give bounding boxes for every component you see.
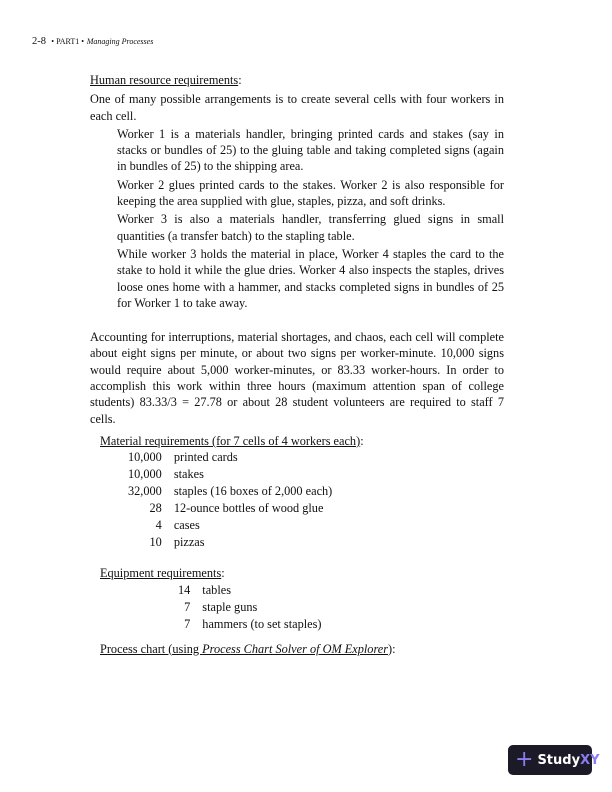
table-row: [178, 599, 321, 616]
studyxy-logo[interactable]: [508, 745, 600, 775]
qty: 14: [178, 582, 191, 597]
item: printed cards: [173, 450, 238, 465]
item: staples (16 boxes of 2,000 each): [173, 484, 333, 499]
qty: 10: [149, 535, 162, 550]
hr-heading: Human resource requirements: [90, 73, 239, 87]
process-tool: Process Chart Solver of OM Explorer: [202, 641, 389, 656]
item: tables: [202, 582, 231, 597]
material-table: [128, 449, 332, 551]
table-row: [178, 616, 321, 633]
worker-3: Worker 3 is also a materials handler, transferring glued signs in small quantities (a transfer batch) to the stapling table.: [117, 212, 504, 243]
accounting-paragraph: Accounting for interruptions, material shortages, and chaos, each cell will complete about eight signs per minute, or about two signs per worker-minute. 10,000 signs would require about 5,000 worker-minutes, or 83.33 worker-hours. In order to accomplish this work within three hours (maximum attention span of college students) 83.33/3 = 27.78 or about 28 student volunteers are required to staff 7 cells.: [90, 330, 504, 426]
logo-text-accent: XY: [580, 752, 600, 768]
table-row: [128, 534, 332, 551]
table-row: [128, 500, 332, 517]
body: Human resource requirements: One of many possible arrangements is to create several cells with four workers in each cell. Worker 1 is a materials handler, bringing printed cards and stakes (say in stacks or bundles of 25) to the gluing table and taking completed signs (again in bundles of 25) to the shipping area. Worker 2 glues printed cards to the stakes. Worker 2 is also responsible for keeping the area supplied with glue, staples, pizza, and soft drinks. Worker 3 is also a materials handler, transferring glued signs in small quantities (a transfer batch) to the stapling table. While worker 3 holds the material in place, Worker 4 staples the card to the stake to hold it while the glue dries. Worker 4 also inspects the staples, drives loose ones home with a hammer, and stacks completed signs in bundles of 25 for Worker 1 to take away. Accounting for interruptions, material shortages, and chaos, each cell will complete about eight signs per minute, or about two signs per worker-minute. 10,000 signs would require about 5,000 worker-minutes, or 83.33 worker-hours. In order to accomplish this work within three hours (maximum attention span of college students) 83.33/3 = 27.78 or about 28 student volunteers are required to staff 7 cells. Material requirements (for 7 cells of 4 workers each): 10,000 printed cards 10,000 stakes 32,000 staples (16 boxes of 2,000 each) 28 12-ounce bottles of wood glue 4 cases 10 pizzas Equipment requirements: 14 tables 7 staple guns 7 hammers (to set staples) Process chart (using Process Chart Solver of OM Explorer):: [90, 73, 504, 656]
worker-4: While worker 3 holds the material in place, Worker 4 staples the card to the stake to hold it while the glue dries. Worker 4 also inspects the staples, drives loose ones home with a hammer, and stacks completed signs in bundles of 25 for Worker 1 to take away.: [117, 246, 504, 310]
equipment-table: [178, 582, 321, 633]
qty: 7: [184, 616, 191, 631]
material-heading: Material requirements (for 7 cells of 4 workers each): [100, 433, 361, 448]
equipment-heading: Equipment requirements: [100, 566, 222, 581]
process-heading: [100, 642, 388, 656]
table-row: [128, 517, 332, 534]
page-number: 2-8: [32, 36, 46, 47]
worker-2: Worker 2 glues printed cards to the stakes. Worker 2 is also responsible for keeping the area supplied with glue, staples, pizza, and soft drinks.: [117, 177, 504, 209]
item: cases: [173, 518, 200, 533]
chapter-title: Managing Processes: [86, 37, 154, 46]
table-row: [128, 483, 332, 500]
qty: 10,000: [128, 450, 162, 465]
qty: 7: [184, 599, 191, 614]
qty: 10,000: [128, 467, 162, 482]
item: staple guns: [202, 599, 258, 614]
table-row: [178, 582, 321, 599]
item: 12-ounce bottles of wood glue: [173, 501, 324, 516]
item: hammers (to set staples): [202, 616, 322, 631]
process-prefix: Process chart (using: [100, 641, 203, 656]
running-header: 2-8 • PART1 • Managing Processes: [32, 36, 154, 47]
qty: 28: [149, 501, 162, 516]
process-suffix: ):: [388, 641, 396, 656]
part-label: PART1: [56, 37, 80, 46]
item: stakes: [173, 467, 204, 482]
qty: 32,000: [128, 484, 162, 499]
plus-icon: +: [515, 746, 534, 772]
table-row: [128, 466, 332, 483]
logo-text: Study: [537, 752, 581, 768]
item: pizzas: [173, 535, 205, 550]
hr-intro: One of many possible arrangements is to create several cells with four workers in each cell.: [90, 92, 504, 123]
worker-1: Worker 1 is a materials handler, bringing printed cards and stakes (say in stacks or bundles of 25) to the gluing table and taking completed signs (again in bundles of 25) to the shipping area.: [117, 126, 504, 174]
qty: 4: [155, 518, 162, 533]
table-row: [128, 449, 332, 466]
